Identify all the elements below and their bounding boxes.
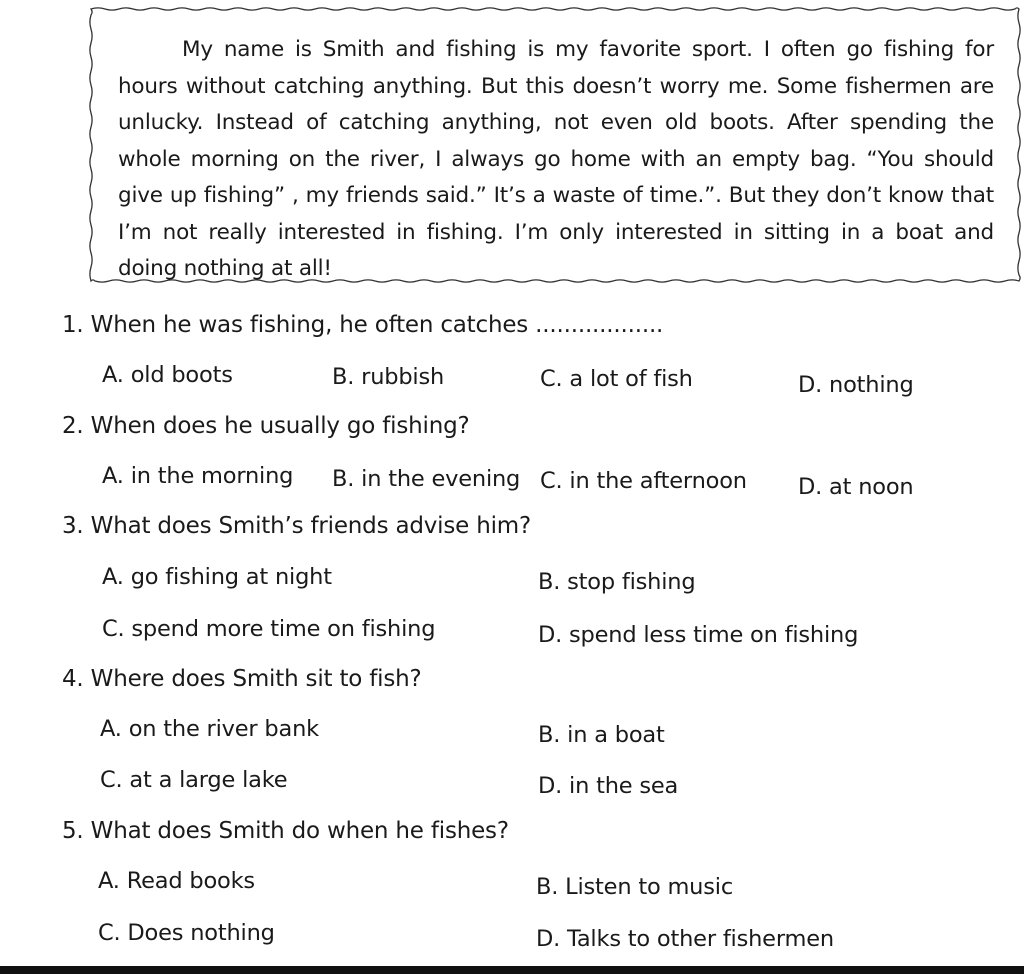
q4-option-d[interactable]: D. in the sea — [538, 773, 679, 799]
q4-option-b[interactable]: B. in a boat — [538, 722, 665, 748]
q1-option-d[interactable]: D. nothing — [798, 372, 914, 398]
q5-option-a[interactable]: A. Read books — [98, 868, 255, 894]
q3-option-b[interactable]: B. stop fishing — [538, 569, 696, 595]
question-3: 3. What does Smith’s friends advise him? — [62, 513, 531, 539]
bottom-edge-bar — [0, 966, 1024, 974]
question-4: 4. Where does Smith sit to fish? — [62, 666, 422, 692]
q2-option-d[interactable]: D. at noon — [798, 474, 914, 500]
q2-option-a[interactable]: A. in the morning — [102, 463, 294, 489]
q4-option-a[interactable]: A. on the river bank — [100, 716, 319, 742]
q5-option-b[interactable]: B. Listen to music — [536, 874, 733, 900]
question-2: 2. When does he usually go fishing? — [62, 413, 470, 439]
passage-text: My name is Smith and fishing is my favorite sport. I often go fishing for hours without catching anything. But this doesn’t worry me. Some fishermen are unlucky. Instead of catching anything, not even old boots. After spending the whole morning on the river, I always go home with an empty bag. “You should give up fishing” , my friends said.” It’s a waste of time.”. But they don’t know that I’m not really interested in fishing. I’m only interested in sitting in a boat and doing nothing at all! — [118, 37, 994, 281]
q5-option-c[interactable]: C. Does nothing — [98, 920, 275, 946]
q3-option-c[interactable]: C. spend more time on fishing — [102, 616, 436, 642]
q1-option-b[interactable]: B. rubbish — [332, 364, 445, 390]
q2-option-b[interactable]: B. in the evening — [332, 466, 521, 492]
q5-option-d[interactable]: D. Talks to other fishermen — [536, 926, 834, 952]
question-1: 1. When he was fishing, he often catches .................. — [62, 312, 664, 338]
q3-option-a[interactable]: A. go fishing at night — [102, 564, 332, 590]
question-5: 5. What does Smith do when he fishes? — [62, 818, 509, 844]
q2-option-c[interactable]: C. in the afternoon — [540, 468, 747, 494]
q3-option-d[interactable]: D. spend less time on fishing — [538, 622, 859, 648]
q4-option-c[interactable]: C. at a large lake — [100, 767, 288, 793]
reading-passage-box — [88, 6, 1022, 284]
q1-option-a[interactable]: A. old boots — [102, 362, 233, 388]
q1-option-c[interactable]: C. a lot of fish — [540, 366, 693, 392]
